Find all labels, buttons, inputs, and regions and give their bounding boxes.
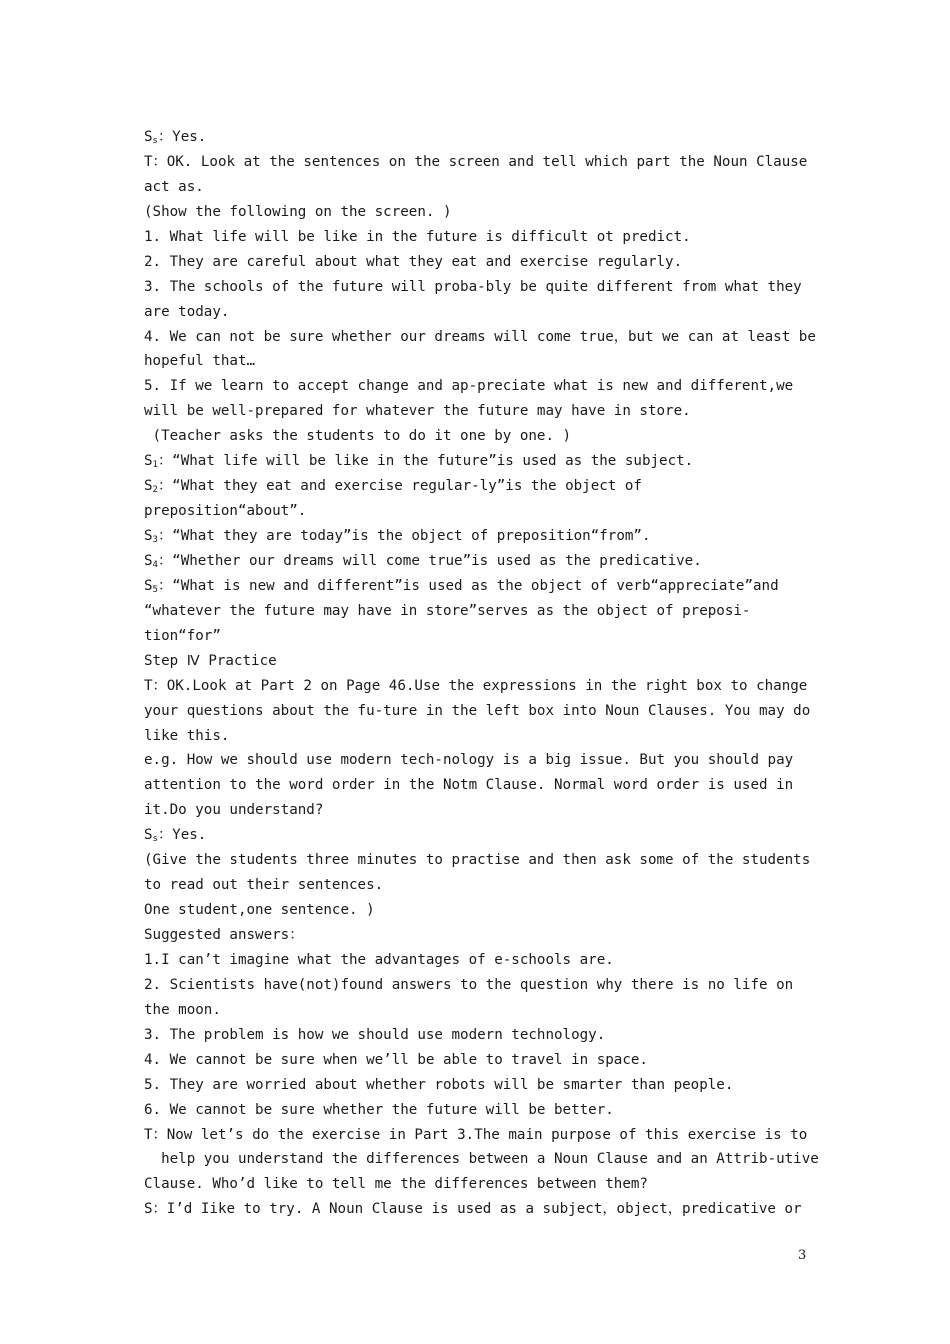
line-text: ：“What they are today”is the object of preposition“from”. [157, 528, 651, 544]
text-line [144, 1098, 824, 1123]
text-line [144, 699, 824, 724]
line-text: 2. They are careful about what they eat and exercise regularly. [144, 253, 683, 270]
text-line [144, 549, 824, 574]
text-line [144, 823, 824, 848]
line-text: will be well-prepared for whatever the future may have in store. [144, 403, 691, 420]
line-text: tion“for” [144, 627, 221, 644]
line-text: ：“What they eat and exercise regular-ly”is the object of [157, 478, 642, 495]
line-text: Clause. Who’d like to tell me the differences between them? [144, 1176, 648, 1193]
text-line [144, 624, 824, 649]
text-line [144, 1023, 824, 1048]
text-line [144, 250, 824, 275]
text-line [144, 1197, 824, 1222]
line-text: (Teacher asks the students to do it one by one. ) [144, 428, 572, 445]
line-text: to read out their sentences. [144, 877, 384, 894]
line-text: ：Yes. [157, 827, 207, 844]
line-text: 2. Scientists have(not)found answers to the question why there is no life on [144, 976, 794, 993]
text-line [144, 1073, 824, 1098]
line-text: ：“What life will be like in the future”is used as the subject. [157, 453, 694, 470]
text-line [144, 225, 824, 250]
line-text: T：OK. Look at the sentences on the screen and tell which part the Noun Clause [144, 153, 808, 170]
speaker-label: S [144, 827, 153, 844]
text-line [144, 873, 824, 898]
text-line [144, 374, 824, 399]
speaker-subscript: 1 [152, 460, 158, 471]
text-line [144, 150, 824, 175]
line-text: 5. They are worried about whether robots will be smarter than people. [144, 1076, 734, 1093]
text-line [144, 998, 824, 1023]
text-line [144, 574, 824, 599]
line-text: (Give the students three minutes to practise and then ask some of the students [144, 852, 811, 869]
line-text: like this. [144, 727, 230, 744]
line-text: act as. [144, 178, 204, 195]
text-line [144, 599, 824, 624]
line-text: are today. [144, 303, 230, 320]
line-text: (Show the following on the screen. ) [144, 203, 452, 220]
text-line [144, 200, 824, 225]
speaker-label: S [144, 453, 153, 470]
text-line [144, 474, 824, 499]
line-text: preposition“about”. [144, 503, 307, 520]
speaker-label: S [144, 129, 153, 145]
speaker-subscript: 5 [152, 584, 158, 595]
text-line [144, 948, 824, 973]
text-line [144, 923, 824, 948]
line-text: Step Ⅳ Practice [144, 652, 277, 669]
line-text: attention to the word order in the Notm Clause. Normal word order is used in [144, 777, 794, 794]
line-text: it.Do you understand? [144, 802, 324, 819]
speaker-label: S [144, 552, 153, 569]
line-text: the moon. [144, 1001, 221, 1018]
text-line [144, 524, 824, 549]
text-line [144, 125, 824, 150]
speaker-label: S [144, 528, 153, 544]
speaker-subscript: s [152, 136, 158, 146]
text-line [144, 773, 824, 798]
body-text [144, 125, 824, 1222]
text-line [144, 1147, 824, 1172]
line-text: T：Now let’s do the exercise in Part 3.The main purpose of this exercise is to [144, 1126, 808, 1143]
speaker-subscript: 3 [152, 535, 158, 545]
line-text: ：“What is new and different”is used as the object of verb“appreciate”and [157, 577, 779, 594]
speaker-subscript: 2 [152, 485, 158, 496]
text-line [144, 973, 824, 998]
line-text: 1.I can’t imagine what the advantages of e-schools are. [144, 951, 614, 968]
text-line [144, 1123, 824, 1148]
text-line [144, 1172, 824, 1197]
text-line [144, 175, 824, 200]
text-line [144, 399, 824, 424]
line-text: 3. The problem is how we should use modern technology. [144, 1026, 606, 1043]
line-text: your questions about the fu-ture in the left box into Noun Clauses. You may do [144, 702, 811, 719]
text-line [144, 449, 824, 474]
line-text: 3. The schools of the future will proba-bly be quite different from what they [144, 278, 802, 295]
text-line [144, 499, 824, 524]
line-text: ：Yes. [157, 129, 207, 145]
line-text: 6. We cannot be sure whether the future will be better. [144, 1101, 614, 1118]
line-text: hopeful that… [144, 353, 256, 370]
text-line [144, 674, 824, 699]
speaker-label: S [144, 577, 153, 594]
speaker-label: S [144, 478, 153, 495]
line-text: 5. If we learn to accept change and ap-preciate what is new and different,we [144, 378, 794, 395]
text-line [144, 748, 824, 773]
text-line [144, 798, 824, 823]
line-text: “whatever the future may have in store”serves as the object of preposi- [144, 602, 751, 619]
line-text: One student,one sentence. ) [144, 902, 375, 919]
text-line [144, 848, 824, 873]
line-text: e.g. How we should use modern tech-nology is a big issue. But you should pay [144, 752, 794, 769]
text-line [144, 300, 824, 325]
line-text: 4. We cannot be sure when we’ll be able to travel in space. [144, 1051, 648, 1068]
text-line [144, 649, 824, 674]
text-line [144, 1048, 824, 1073]
text-line [144, 275, 824, 300]
line-text: 1. What life will be like in the future is difficult ot predict. [144, 228, 691, 245]
line-text: ：“Whether our dreams will come true”is used as the predicative. [157, 552, 702, 569]
text-line [144, 724, 824, 749]
line-text: S：I’d Iike to try. A Noun Clause is used as a subject，object，predicative or [144, 1201, 802, 1218]
text-line [144, 898, 824, 923]
text-line [144, 349, 824, 374]
page-number: 3 [798, 1248, 807, 1263]
line-text: 4. We can not be sure whether our dreams will come true，but we can at least be [144, 328, 816, 345]
text-line [144, 325, 824, 350]
text-line [144, 424, 824, 449]
speaker-subscript: 4 [152, 559, 158, 570]
line-text: T：OK.Look at Part 2 on Page 46.Use the expressions in the right box to change [144, 677, 808, 694]
speaker-subscript: s [152, 834, 158, 845]
line-text: Suggested answers： [144, 927, 304, 943]
line-text: help you understand the differences between a Noun Clause and an Attrib-utive [144, 1151, 819, 1168]
